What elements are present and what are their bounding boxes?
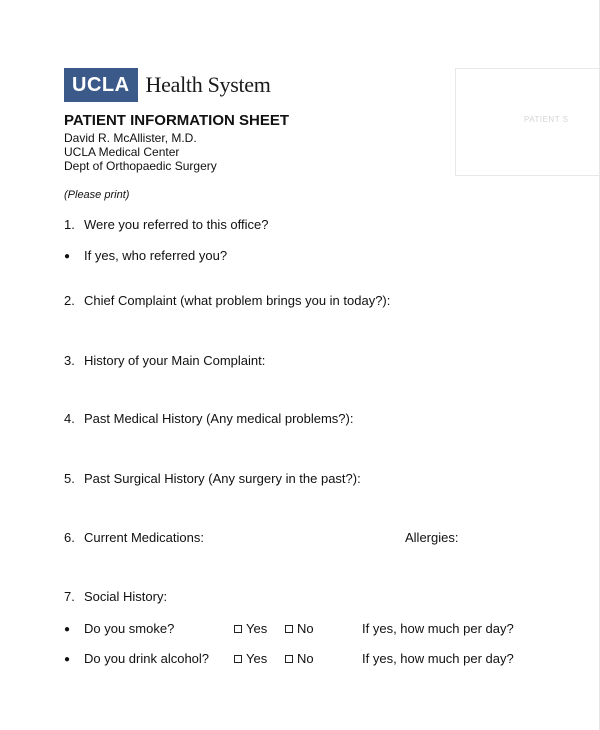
option-label: Yes (246, 651, 268, 666)
question-3 (64, 353, 265, 368)
question-7 (64, 589, 167, 604)
sticker-label: PATIENT S (524, 115, 569, 124)
checkbox-icon[interactable] (234, 655, 242, 663)
question-number: 6. (64, 530, 75, 545)
question-number: 2. (64, 293, 75, 308)
checkbox-icon[interactable] (234, 625, 242, 633)
question-text: Do you drink alcohol? (84, 651, 210, 666)
question-5 (64, 471, 361, 486)
alcohol-question (64, 651, 209, 666)
alcohol-yes-option[interactable] (234, 651, 267, 666)
smoke-yes-option[interactable] (234, 621, 267, 636)
question-number: 3. (64, 353, 75, 368)
question-number: 5. (64, 471, 75, 486)
question-1-followup (64, 248, 227, 263)
please-print-note: (Please print) (64, 189, 130, 201)
question-text: Do you smoke? (84, 621, 175, 636)
smoke-no-option[interactable] (285, 621, 314, 636)
page-title: PATIENT INFORMATION SHEET (64, 112, 289, 129)
question-number: 4. (64, 411, 75, 426)
question-text: Current Medications: (84, 530, 204, 545)
doctor-name: David R. McAllister, M.D. (64, 131, 197, 145)
question-6 (64, 530, 204, 545)
department: Dept of Orthopaedic Surgery (64, 159, 217, 173)
checkbox-icon[interactable] (285, 625, 293, 633)
alcohol-no-option[interactable] (285, 651, 314, 666)
question-text: If yes, who referred you? (84, 248, 228, 263)
question-text: Past Surgical History (Any surgery in the past?): (84, 471, 361, 486)
question-number: 7. (64, 589, 75, 604)
smoke-question (64, 621, 174, 636)
question-text: Chief Complaint (what problem brings you in today?): (84, 293, 391, 308)
patient-sticker-box (455, 68, 600, 176)
option-label: No (297, 651, 314, 666)
logo-box: UCLA (64, 68, 138, 102)
option-label: No (297, 621, 314, 636)
ucla-logo (64, 68, 271, 102)
alcohol-followup: If yes, how much per day? (362, 651, 514, 666)
smoke-followup: If yes, how much per day? (362, 621, 514, 636)
question-text: History of your Main Complaint: (84, 353, 266, 368)
question-2 (64, 293, 390, 308)
option-label: Yes (246, 621, 268, 636)
bullet-icon: ● (64, 251, 71, 262)
logo-text: Health System (145, 72, 271, 97)
checkbox-icon[interactable] (285, 655, 293, 663)
question-1 (64, 217, 269, 232)
question-text: Past Medical History (Any medical problems?): (84, 411, 354, 426)
bullet-icon: ● (64, 624, 71, 635)
bullet-icon: ● (64, 654, 71, 665)
question-text: Social History: (84, 589, 168, 604)
question-text: Were you referred to this office? (84, 217, 269, 232)
allergies-label: Allergies: (405, 530, 459, 545)
question-4 (64, 411, 353, 426)
medical-center: UCLA Medical Center (64, 145, 180, 159)
question-number: 1. (64, 217, 75, 232)
